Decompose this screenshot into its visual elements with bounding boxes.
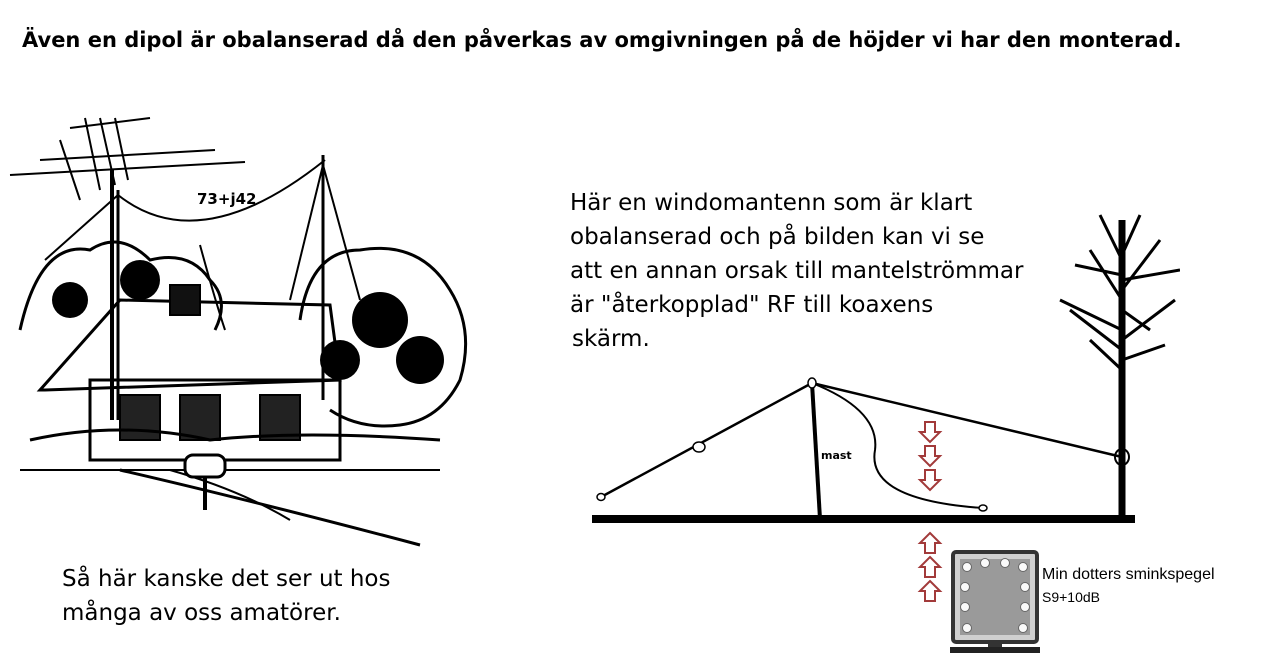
description-line: är "återkopplad" RF till koaxens xyxy=(570,292,934,318)
windom-antenna-diagram xyxy=(580,210,1180,610)
mirror-label: Min dotters sminkspegel xyxy=(1042,566,1215,583)
description-line: att en annan orsak till mantelströmmar xyxy=(570,258,1024,284)
mast-label: mast xyxy=(821,449,852,462)
description-line: Här en windomantenn som är klart xyxy=(570,190,973,216)
impedance-label: 73+j42 xyxy=(197,190,257,208)
signal-strength-value: S9+10dB xyxy=(1042,589,1100,605)
caption-line: Så här kanske det ser ut hos xyxy=(62,566,391,592)
slide-heading: Även en dipol är obalanserad då den påverkas av omgivningen på de höjder vi har den monterad. xyxy=(22,28,1182,52)
house-antenna-sketch xyxy=(0,100,480,550)
description-line: obalanserad och på bilden kan vi se xyxy=(570,224,985,250)
caption-line: många av oss amatörer. xyxy=(62,600,341,626)
sketch-caption xyxy=(62,562,391,630)
makeup-mirror-image xyxy=(950,550,1040,655)
description-line: skärm. xyxy=(572,326,650,352)
